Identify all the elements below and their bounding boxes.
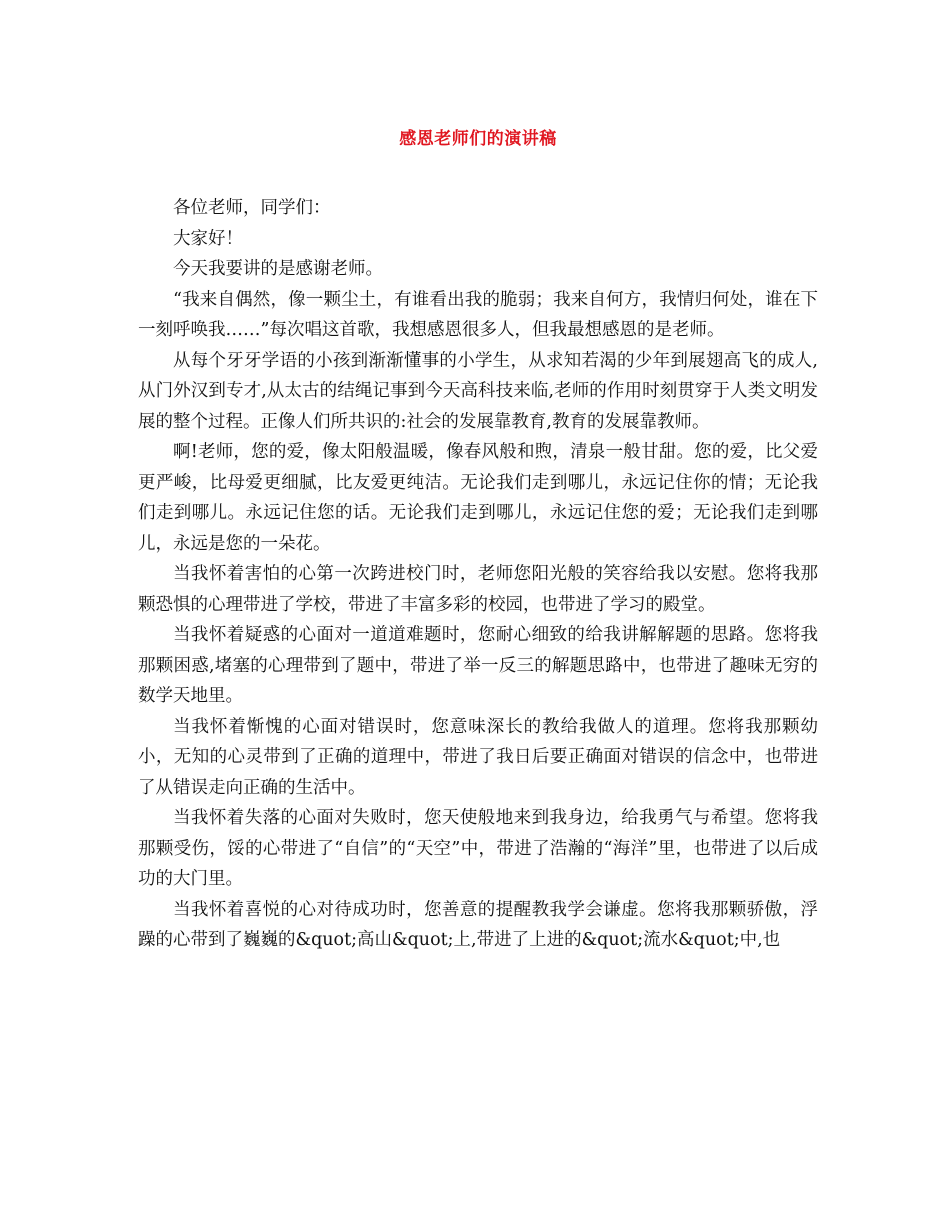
paragraph-first-day: 当我怀着害怕的心第一次跨进校门时，老师您阳光般的笑容给我以安慰。您将我那颗恐惧的心理带进了学校，带进了丰富多彩的校园，也带进了学习的殿堂。 [138,564,818,615]
document-body [138,193,818,956]
paragraph-failure: 当我怀着失落的心面对失败时，您天使般地来到我身边，给我勇气与希望。您将我那颗受伤，馁的心带进了“自信”的“天空”中，带进了浩瀚的“海洋”里，也带进了以后成功的大门里。 [138,808,818,889]
paragraph-mistakes: 当我怀着惭愧的心面对错误时，您意味深长的教给我做人的道理。您将我那颗幼小，无知的心灵带到了正确的道理中，带进了我日后要正确面对错误的信念中，也带进了从错误走向正确的生活中。 [138,716,818,798]
paragraph-teacher-love: 啊!老师，您的爱，像太阳般温暖，像春风般和煦，清泉一般甘甜。您的爱，比父爱更严峻，比母爱更细腻，比友爱更纯洁。无论我们走到哪儿，永远记住你的情；无论我们走到哪儿。永远记住您的话。无论我们走到哪儿，永远记住您的爱；无论我们走到哪儿，永远是您的一朵花。 [138,442,818,554]
paragraph-song-quote: “我来自偶然，像一颗尘土，有谁看出我的脆弱；我来自何方，我情归何处，谁在下一刻呼唤我……”每次唱这首歌，我想感恩很多人，但我最想感恩的是老师。 [138,289,818,340]
document-title: 感恩老师们的演讲稿 [399,129,557,149]
paragraph-topic: 今天我要讲的是感谢老师。 [173,259,383,279]
paragraph-role-of-teachers: 从每个牙牙学语的小孩到渐渐懂事的小学生，从求知若渴的少年到展翅高飞的成人,从门外汉到专才,从太古的结绳记事到今天高科技来临,老师的作用时刻贯穿于人类文明发展的整个过程。正像人们所共识的:社会的发展靠教育,教育的发展靠教师。 [138,350,818,432]
paragraph-salutation: 各位老师，同学们： [173,198,331,218]
paragraph-greeting: 大家好！ [173,228,243,249]
paragraph-success: 当我怀着喜悦的心对待成功时，您善意的提醒教我学会谦虚。您将我那颗骄傲，浮躁的心带到了巍巍的&quot;高山&quot;上,带进了上进的&quot;流水&quot;中,也 [138,899,818,950]
document-page [138,0,818,1230]
paragraph-difficult-problems: 当我怀着疑惑的心面对一道道难题时，您耐心细致的给我讲解解题的思路。您将我那颗困惑,堵塞的心理带到了题中，带进了举一反三的解题思路中，也带进了趣味无穷的数学天地里。 [138,625,818,706]
